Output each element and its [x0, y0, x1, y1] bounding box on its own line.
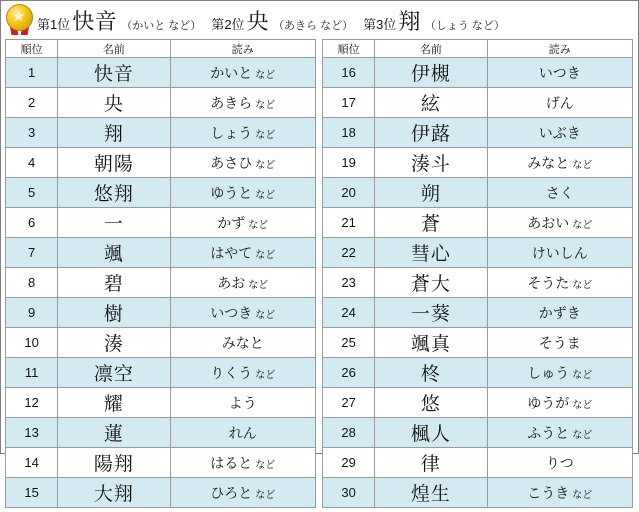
cell-name: 伊蕗: [375, 118, 487, 148]
table-row: [323, 298, 633, 328]
cell-name: 央: [58, 88, 170, 118]
ranking-table-left-body: [6, 58, 316, 508]
top-rank-2-yomi: （あきら など）: [273, 19, 354, 32]
cell-yomi-suffix: など: [255, 489, 276, 501]
cell-yomi-suffix: など: [255, 309, 276, 321]
cell-yomi: あきら など: [170, 88, 315, 118]
cell-yomi: さく: [487, 178, 632, 208]
cell-yomi-suffix: など: [255, 159, 276, 171]
cell-yomi: いぶき: [487, 118, 632, 148]
cell-name: 湊: [58, 328, 170, 358]
cell-rank: 9: [6, 298, 58, 328]
cell-name: 柊: [375, 358, 487, 388]
cell-yomi: そうま: [487, 328, 632, 358]
cell-name: 快音: [58, 58, 170, 88]
cell-yomi: しょう など: [170, 118, 315, 148]
cell-yomi-suffix: など: [572, 429, 593, 441]
cell-yomi-suffix: など: [248, 279, 269, 291]
cell-yomi: はると など: [170, 448, 315, 478]
cell-name: 朝陽: [58, 148, 170, 178]
cell-yomi: はやて など: [170, 238, 315, 268]
cell-yomi-suffix: など: [248, 219, 269, 231]
cell-name: 湊斗: [375, 148, 487, 178]
cell-rank: 16: [323, 58, 375, 88]
cell-rank: 11: [6, 358, 58, 388]
table-row: [323, 358, 633, 388]
cell-rank: 3: [6, 118, 58, 148]
cell-name: 蒼大: [375, 268, 487, 298]
cell-yomi: あさひ など: [170, 148, 315, 178]
cell-rank: 20: [323, 178, 375, 208]
cell-rank: 4: [6, 148, 58, 178]
ranking-table-right: [322, 39, 633, 508]
cell-rank: 15: [6, 478, 58, 508]
ranking-table-left: [5, 39, 316, 508]
cell-rank: 24: [323, 298, 375, 328]
table-row: [323, 148, 633, 178]
cell-yomi-suffix: など: [572, 489, 593, 501]
table-row: [6, 208, 316, 238]
cell-yomi: あおい など: [487, 208, 632, 238]
top-rank-1-label: 第1位: [37, 16, 71, 32]
top-rank-2-name: 央: [246, 8, 270, 34]
cell-yomi: そうた など: [487, 268, 632, 298]
table-row: [6, 328, 316, 358]
table-row: [6, 58, 316, 88]
cell-rank: 1: [6, 58, 58, 88]
cell-name: 朔: [375, 178, 487, 208]
gold-medal-icon: [3, 3, 37, 37]
table-row: [323, 328, 633, 358]
cell-name: 蓮: [58, 418, 170, 448]
cell-rank: 10: [6, 328, 58, 358]
cell-name: 一: [58, 208, 170, 238]
cell-yomi-suffix: など: [572, 219, 593, 231]
ranking-table-right-body: [323, 58, 633, 508]
ranking-header: [1, 1, 638, 39]
cell-rank: 21: [323, 208, 375, 238]
cell-rank: 12: [6, 388, 58, 418]
cell-rank: 5: [6, 178, 58, 208]
cell-yomi: ゆうと など: [170, 178, 315, 208]
cell-yomi: いつき など: [170, 298, 315, 328]
table-row: [6, 268, 316, 298]
table-row: [323, 448, 633, 478]
column-header-rank: 順位: [323, 40, 375, 58]
table-row: [6, 118, 316, 148]
cell-yomi: りくう など: [170, 358, 315, 388]
cell-name: 翔: [58, 118, 170, 148]
cell-rank: 22: [323, 238, 375, 268]
cell-name: 煌生: [375, 478, 487, 508]
cell-yomi-suffix: など: [255, 249, 276, 261]
cell-yomi: かずき: [487, 298, 632, 328]
top-rank-1: [37, 5, 211, 36]
top-rank-3-yomi: （しょう など）: [424, 19, 505, 32]
cell-yomi-suffix: など: [255, 369, 276, 381]
table-row: [323, 388, 633, 418]
table-row: [6, 478, 316, 508]
cell-yomi-suffix: など: [572, 279, 593, 291]
column-header-yomi: 読み: [487, 40, 632, 58]
cell-rank: 8: [6, 268, 58, 298]
cell-yomi: かず など: [170, 208, 315, 238]
table-row: [323, 88, 633, 118]
cell-yomi-suffix: など: [572, 369, 593, 381]
cell-rank: 30: [323, 478, 375, 508]
cell-name: 颯: [58, 238, 170, 268]
ranking-tables: [1, 39, 638, 512]
table-row: [6, 358, 316, 388]
top-rank-1-yomi: （かいと など）: [121, 19, 202, 32]
cell-yomi-suffix: など: [255, 189, 276, 201]
top-rank-2: [211, 5, 363, 36]
cell-rank: 2: [6, 88, 58, 118]
cell-yomi: げん: [487, 88, 632, 118]
top-rank-2-label: 第2位: [211, 16, 245, 32]
cell-name: 颯真: [375, 328, 487, 358]
table-row: [6, 88, 316, 118]
cell-yomi: かいと など: [170, 58, 315, 88]
column-header-rank: 順位: [6, 40, 58, 58]
cell-name: 伊槻: [375, 58, 487, 88]
cell-yomi: みなと: [170, 328, 315, 358]
cell-name: 陽翔: [58, 448, 170, 478]
table-row: [6, 388, 316, 418]
cell-yomi: しゅう など: [487, 358, 632, 388]
top-rank-3-label: 第3位: [363, 16, 397, 32]
cell-rank: 27: [323, 388, 375, 418]
cell-yomi: よう: [170, 388, 315, 418]
cell-yomi: いつき: [487, 58, 632, 88]
table-row: [323, 208, 633, 238]
column-header-name: 名前: [375, 40, 487, 58]
table-row: [323, 238, 633, 268]
table-row: [323, 118, 633, 148]
cell-yomi-suffix: など: [572, 159, 593, 171]
cell-rank: 19: [323, 148, 375, 178]
column-header-name: 名前: [58, 40, 170, 58]
table-row: [323, 268, 633, 298]
cell-yomi: りつ: [487, 448, 632, 478]
cell-yomi: ふうと など: [487, 418, 632, 448]
cell-yomi: こうき など: [487, 478, 632, 508]
table-row: [323, 178, 633, 208]
table-row: [323, 478, 633, 508]
cell-yomi: れん: [170, 418, 315, 448]
cell-rank: 23: [323, 268, 375, 298]
cell-rank: 17: [323, 88, 375, 118]
cell-name: 彗心: [375, 238, 487, 268]
cell-name: 悠翔: [58, 178, 170, 208]
medal-star-icon: ★: [12, 8, 26, 25]
cell-yomi: あお など: [170, 268, 315, 298]
table-row: [6, 238, 316, 268]
table-row: [6, 298, 316, 328]
cell-name: 耀: [58, 388, 170, 418]
table-row: [6, 148, 316, 178]
top-rank-3-name: 翔: [398, 8, 421, 34]
top-rank-1-name: 快音: [72, 8, 118, 34]
cell-rank: 7: [6, 238, 58, 268]
cell-yomi-suffix: など: [255, 99, 276, 111]
cell-yomi-suffix: など: [255, 129, 276, 141]
cell-name: 一葵: [375, 298, 487, 328]
top-rank-3: [363, 5, 515, 36]
table-row: [323, 418, 633, 448]
cell-rank: 18: [323, 118, 375, 148]
cell-name: 絃: [375, 88, 487, 118]
cell-yomi: けいしん: [487, 238, 632, 268]
cell-yomi: ひろと など: [170, 478, 315, 508]
cell-rank: 29: [323, 448, 375, 478]
cell-rank: 25: [323, 328, 375, 358]
cell-name: 蒼: [375, 208, 487, 238]
cell-yomi-suffix: など: [572, 399, 593, 411]
column-header-yomi: 読み: [170, 40, 315, 58]
cell-rank: 13: [6, 418, 58, 448]
cell-rank: 6: [6, 208, 58, 238]
cell-name: 樹: [58, 298, 170, 328]
table-row: [323, 58, 633, 88]
cell-yomi-suffix: など: [255, 459, 276, 471]
cell-name: 碧: [58, 268, 170, 298]
table-row: [6, 178, 316, 208]
cell-name: 楓人: [375, 418, 487, 448]
cell-name: 大翔: [58, 478, 170, 508]
table-row: [6, 448, 316, 478]
cell-name: 悠: [375, 388, 487, 418]
cell-yomi: ゆうが など: [487, 388, 632, 418]
cell-rank: 14: [6, 448, 58, 478]
cell-name: 律: [375, 448, 487, 478]
cell-rank: 28: [323, 418, 375, 448]
cell-yomi: みなと など: [487, 148, 632, 178]
cell-name: 凛空: [58, 358, 170, 388]
cell-rank: 26: [323, 358, 375, 388]
table-row: [6, 418, 316, 448]
table-header-row: [323, 40, 633, 58]
cell-yomi-suffix: など: [255, 69, 276, 81]
table-header-row: [6, 40, 316, 58]
